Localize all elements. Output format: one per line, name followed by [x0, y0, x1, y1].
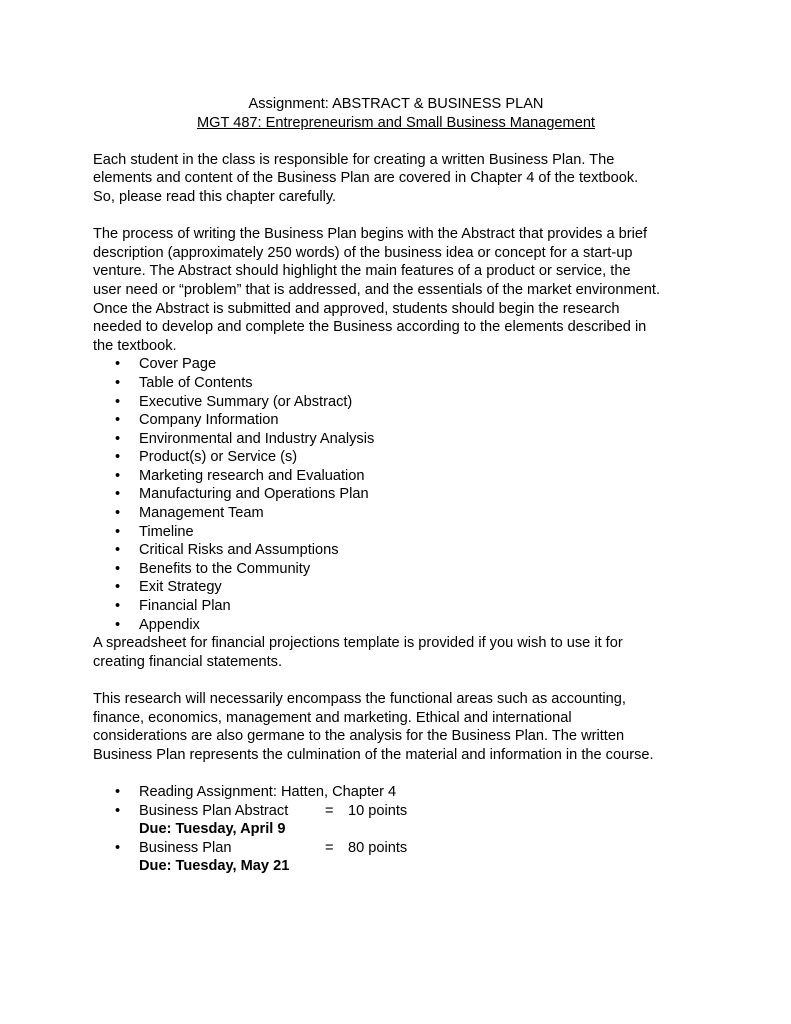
abstract-points-row	[139, 802, 733, 821]
bullet: •	[115, 356, 121, 373]
equals-sign: =	[325, 802, 334, 819]
list-item-label: Benefits to the Community	[139, 560, 311, 577]
bullet: •	[115, 430, 121, 447]
abstract-points: 10 points	[348, 802, 408, 819]
list-item	[93, 430, 733, 449]
text-line: venture. The Abstract should highlight the main features of a product or service, the	[93, 263, 631, 280]
list-item	[93, 467, 733, 486]
text-line: user need or “problem” that is addressed, and the essentials of the market environment.	[93, 281, 661, 298]
text-line: finance, economics, management and marketing. Ethical and international	[93, 709, 572, 726]
plan-points-row	[139, 839, 733, 858]
spacer	[93, 207, 733, 226]
text-line: elements and content of the Business Plan are covered in Chapter 4 of the textbook.	[93, 170, 639, 187]
list-item	[93, 839, 733, 876]
list-item-label: Financial Plan	[139, 598, 231, 615]
text-line: Once the Abstract is submitted and approved, students should begin the research	[93, 300, 620, 317]
list-item	[93, 783, 733, 802]
list-item	[93, 523, 733, 542]
list-item-label: Timeline	[139, 523, 194, 540]
text-line: Business Plan represents the culmination of the material and information in the course.	[93, 746, 654, 763]
text-line: The process of writing the Business Plan begins with the Abstract that provides a brief	[93, 226, 648, 243]
bullet: •	[115, 486, 121, 503]
reading-assignment: Reading Assignment: Hatten, Chapter 4	[139, 783, 397, 800]
document-page	[93, 95, 733, 876]
assignments-list	[93, 783, 733, 876]
course-title: MGT 487: Entrepreneurism and Small Business Management	[196, 114, 595, 131]
list-item	[93, 560, 733, 579]
text-line: Each student in the class is responsible for creating a written Business Plan. The	[93, 151, 615, 168]
list-item	[93, 448, 733, 467]
business-plan-elements-list	[93, 355, 733, 634]
bullet: •	[115, 374, 121, 391]
list-item	[93, 411, 733, 430]
text-line: A spreadsheet for financial projections template is provided if you wish to use it for	[93, 635, 623, 652]
list-item-label: Exit Strategy	[139, 579, 222, 596]
spreadsheet-paragraph	[93, 634, 733, 671]
bullet: •	[115, 802, 121, 819]
list-item	[93, 578, 733, 597]
list-item-label: Critical Risks and Assumptions	[139, 542, 339, 559]
bullet: •	[115, 560, 121, 577]
list-item	[93, 541, 733, 560]
list-item	[93, 802, 733, 839]
spacer	[93, 132, 733, 151]
abstract-label: Business Plan Abstract	[139, 802, 289, 819]
text-line: This research will necessarily encompass the functional areas such as accounting,	[93, 691, 626, 707]
bullet: •	[115, 579, 121, 596]
text-line: So, please read this chapter carefully.	[93, 188, 337, 205]
bullet: •	[115, 505, 121, 522]
text-line: needed to develop and complete the Business according to the elements described in	[93, 319, 647, 336]
list-item	[93, 485, 733, 504]
list-item	[93, 597, 733, 616]
list-item-label: Appendix	[139, 616, 200, 633]
list-item-label: Management Team	[139, 505, 264, 522]
bullet: •	[115, 598, 121, 615]
list-item	[93, 504, 733, 523]
bullet: •	[115, 783, 121, 800]
list-item	[93, 355, 733, 374]
assignment-title: Assignment: ABSTRACT & BUSINESS PLAN	[248, 96, 544, 112]
bullet: •	[115, 839, 121, 856]
bullet: •	[115, 542, 121, 559]
list-item-label: Manufacturing and Operations Plan	[139, 486, 369, 503]
bullet: •	[115, 449, 121, 466]
plan-due-date: Due: Tuesday, May 21	[139, 858, 290, 875]
list-item-label: Table of Contents	[139, 374, 253, 391]
intro-paragraph	[93, 151, 733, 207]
text-line: description (approximately 250 words) of the business idea or concept for a start-up	[93, 244, 633, 261]
text-line: creating financial statements.	[93, 653, 283, 670]
spacer	[93, 671, 733, 690]
list-item-label: Executive Summary (or Abstract)	[139, 393, 353, 410]
abstract-due-date: Due: Tuesday, April 9	[139, 821, 286, 838]
list-item	[93, 374, 733, 393]
list-item	[93, 393, 733, 412]
plan-points: 80 points	[348, 839, 408, 856]
list-item-label: Marketing research and Evaluation	[139, 467, 365, 484]
list-item-label: Environmental and Industry Analysis	[139, 430, 375, 447]
bullet: •	[115, 616, 121, 633]
equals-sign: =	[325, 839, 334, 856]
bullet: •	[115, 523, 121, 540]
list-item-label: Company Information	[139, 412, 279, 429]
plan-label: Business Plan	[139, 839, 232, 856]
process-paragraph	[93, 225, 733, 355]
bullet: •	[115, 467, 121, 484]
list-item-label: Cover Page	[139, 356, 217, 373]
research-paragraph	[93, 690, 733, 764]
text-line: considerations are also germane to the analysis for the Business Plan. The written	[93, 728, 625, 745]
spacer	[93, 764, 733, 783]
list-item	[93, 616, 733, 635]
bullet: •	[115, 412, 121, 429]
bullet: •	[115, 393, 121, 410]
list-item-label: Product(s) or Service (s)	[139, 449, 298, 466]
text-line: the textbook.	[93, 337, 177, 354]
